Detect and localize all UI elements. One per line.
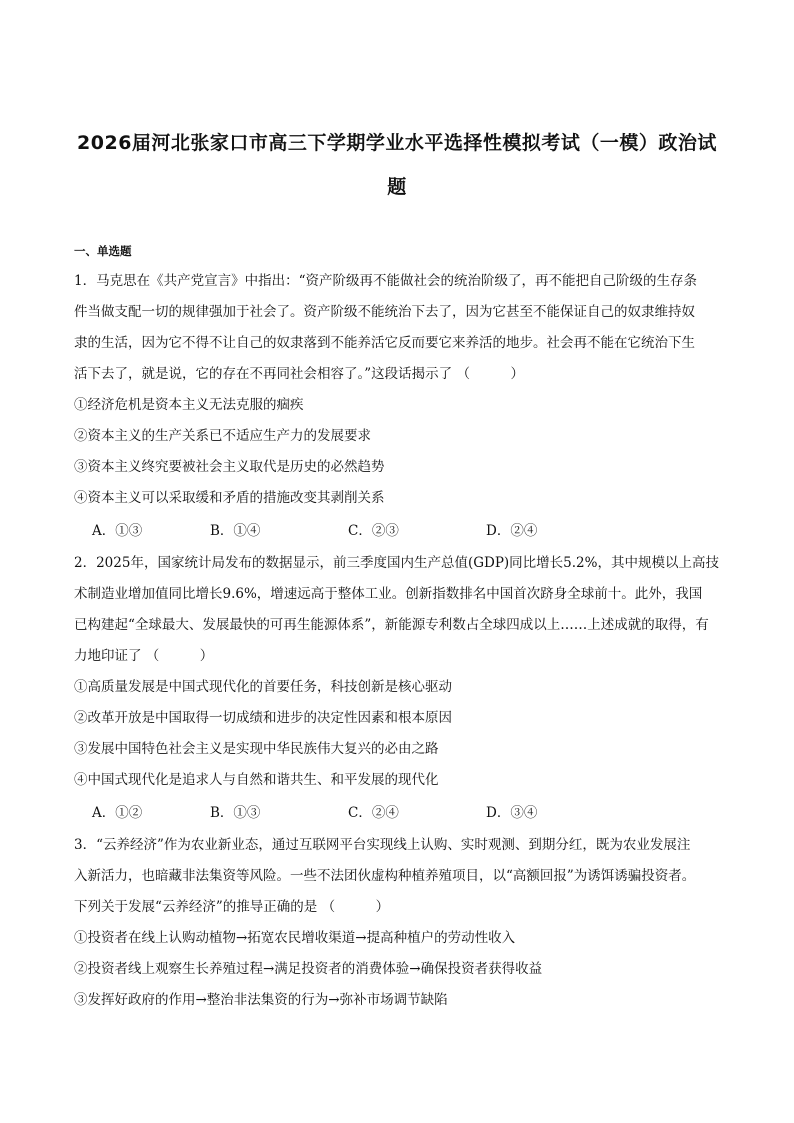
q2-option-a[interactable]: A．①②	[92, 805, 143, 821]
exam-title-line-1: 2026届河北张家口市高三下学期学业水平选择性模拟考试（一模）政治试	[77, 132, 717, 154]
q3-statement-2: ②投资者线上观察生长养殖过程→满足投资者的消费体验→确保投资者获得收益	[74, 961, 543, 977]
q2-option-b[interactable]: B．①③	[210, 805, 261, 821]
q1-option-c[interactable]: C．②③	[348, 523, 399, 539]
q1-statement-3: ③资本主义终究要被社会主义取代是历史的必然趋势	[74, 459, 385, 475]
q1-option-d[interactable]: D．②④	[486, 523, 538, 539]
q2-stem-line-3: 已构建起“全球最大、发展最快的可再生能源体系”，新能源专利数占全球四成以上……上述成就的取得，有	[74, 617, 709, 633]
q2-statement-4: ④中国式现代化是追求人与自然和谐共生、和平发展的现代化	[74, 772, 439, 788]
q2-statement-1: ①高质量发展是中国式现代化的首要任务，科技创新是核心驱动	[74, 679, 452, 695]
q3-stem-line-3: 下列关于发展“云养经济”的推导正确的是 （ ）	[74, 899, 390, 915]
q3-stem-line-2: 入新活力，也暗藏非法集资等风险。一些不法团伙虚构种植养殖项目，以“高额回报”为诱饵诱骗投资者。	[74, 868, 696, 884]
q3-statement-1: ①投资者在线上认购动植物→拓宽农民增收渠道→提高种植户的劳动性收入	[74, 930, 516, 946]
q1-stem-line-3: 隶的生活，因为它不得不让自己的奴隶落到不能养活它反而要它来养活的地步。社会再不能在它统治下生	[74, 335, 695, 351]
q2-option-d[interactable]: D．③④	[486, 805, 538, 821]
q3-stem-line-1: 3．“云养经济”作为农业新业态，通过互联网平台实现线上认购、实时观测、到期分红，既为农业发展注	[74, 837, 691, 853]
q2-stem-line-4: 力地印证了 （ ）	[74, 648, 214, 664]
q1-option-a[interactable]: A．①③	[92, 523, 143, 539]
exam-title-line-2: 题	[387, 176, 407, 198]
section-heading: 一、单选题	[74, 244, 132, 258]
q2-stem-line-2: 术制造业增加值同比增长9.6%，增速远高于整体工业。创新指数排名中国首次跻身全球前十。此外，我国	[74, 586, 703, 602]
q1-statement-2: ②资本主义的生产关系已不适应生产力的发展要求	[74, 428, 371, 444]
q1-statement-4: ④资本主义可以采取缓和矛盾的措施改变其剥削关系	[74, 490, 385, 506]
q1-option-b[interactable]: B．①④	[210, 523, 261, 539]
q2-stem-line-1: 2．2025年，国家统计局发布的数据显示，前三季度国内生产总值(GDP)同比增长5.2%，其中规模以上高技	[74, 555, 719, 571]
q1-stem-line-2: 件当做支配一切的规律强加于社会了。资产阶级不能统治下去了，因为它甚至不能保证自己的奴隶维持奴	[74, 304, 695, 320]
q1-stem-line-1: 1．马克思在《共产党宣言》中指出：“资产阶级再不能做社会的统治阶级了，再不能把自己阶级的生存条	[74, 273, 697, 289]
q2-option-c[interactable]: C．②④	[348, 805, 399, 821]
q2-statement-2: ②改革开放是中国取得一切成绩和进步的决定性因素和根本原因	[74, 710, 452, 726]
q1-stem-line-4: 活下去了，就是说，它的存在不再同社会相容了。”这段话揭示了 （ ）	[74, 366, 524, 382]
q2-statement-3: ③发展中国特色社会主义是实现中华民族伟大复兴的必由之路	[74, 741, 439, 757]
q3-statement-3: ③发挥好政府的作用→整治非法集资的行为→弥补市场调节缺陷	[74, 992, 448, 1008]
q1-statement-1: ①经济危机是资本主义无法克服的痼疾	[74, 397, 304, 413]
